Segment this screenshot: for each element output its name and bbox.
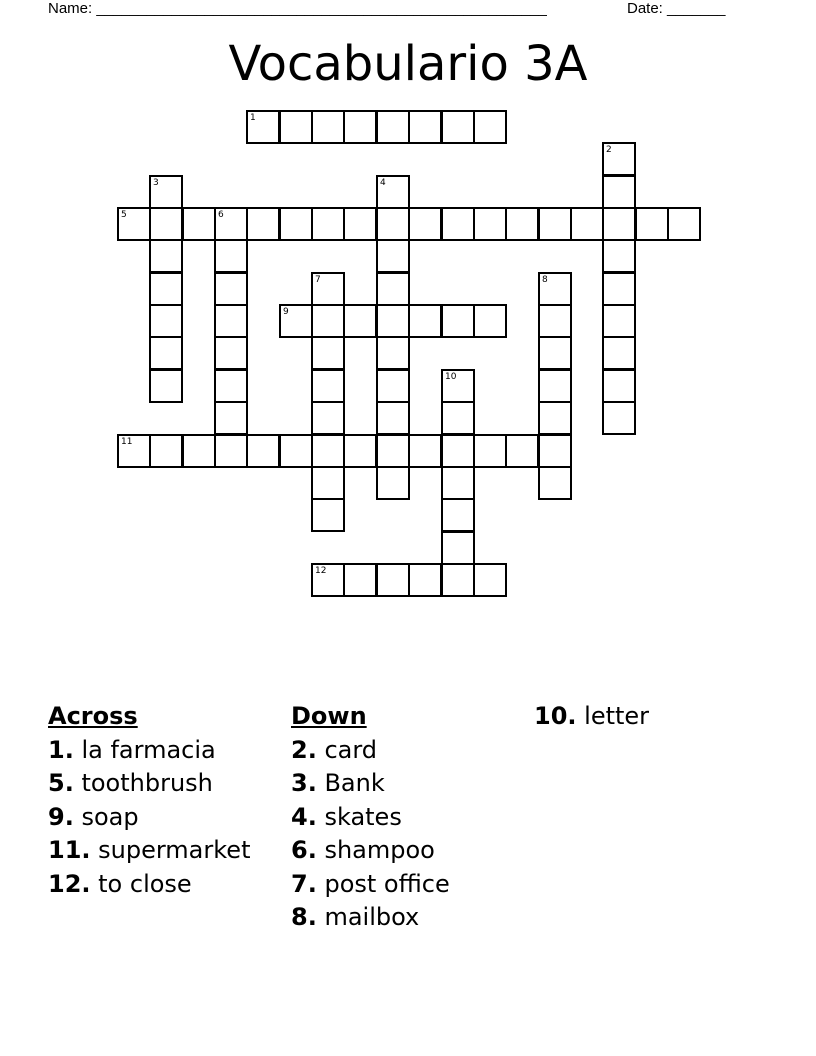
crossword-cell[interactable]: [343, 207, 377, 241]
crossword-cell[interactable]: [149, 272, 183, 306]
clue-item: [48, 801, 250, 835]
crossword-cell[interactable]: [343, 434, 377, 468]
clue-number: 9: [283, 307, 289, 317]
crossword-cell[interactable]: [376, 563, 410, 597]
crossword-cell[interactable]: [441, 401, 475, 435]
crossword-cell[interactable]: [538, 434, 572, 468]
clue-number: 1: [250, 113, 256, 123]
crossword-cell[interactable]: [149, 369, 183, 403]
crossword-cell[interactable]: [149, 304, 183, 338]
crossword-cell[interactable]: [376, 336, 410, 370]
crossword-cell[interactable]: [376, 239, 410, 273]
crossword-cell[interactable]: [538, 369, 572, 403]
crossword-cell[interactable]: [376, 175, 410, 209]
clue-item: [48, 734, 250, 768]
crossword-cell[interactable]: [311, 272, 345, 306]
clue-item: [534, 700, 649, 734]
crossword-cell[interactable]: [343, 110, 377, 144]
crossword-cell[interactable]: [441, 304, 475, 338]
crossword-cell[interactable]: [149, 336, 183, 370]
crossword-cell[interactable]: [602, 369, 636, 403]
crossword-cell[interactable]: [408, 110, 442, 144]
crossword-cell[interactable]: [602, 336, 636, 370]
clue-item-number: 1.: [48, 735, 74, 764]
crossword-cell[interactable]: [376, 466, 410, 500]
crossword-cell[interactable]: [538, 401, 572, 435]
crossword-cell[interactable]: [376, 304, 410, 338]
clue-number: 6: [218, 210, 224, 220]
date-field-label: Date: _______: [627, 0, 726, 17]
crossword-cell[interactable]: [441, 466, 475, 500]
clue-item: [291, 767, 450, 801]
crossword-cell[interactable]: [473, 563, 507, 597]
crossword-cell[interactable]: [473, 110, 507, 144]
clue-item-text: mailbox: [316, 903, 420, 931]
crossword-cell[interactable]: [246, 207, 280, 241]
crossword-cell[interactable]: [343, 304, 377, 338]
crossword-cell[interactable]: [117, 207, 151, 241]
clue-item: [291, 834, 450, 868]
crossword-cell[interactable]: [602, 401, 636, 435]
clue-item-text: toothbrush: [73, 769, 213, 797]
clue-item-number: 10.: [534, 702, 577, 730]
crossword-cell[interactable]: [602, 142, 636, 176]
crossword-cell[interactable]: [441, 207, 475, 241]
clue-item-text: letter: [576, 702, 650, 730]
crossword-cell[interactable]: [570, 207, 604, 241]
crossword-cell[interactable]: [538, 207, 572, 241]
clue-item-number: 7.: [291, 869, 317, 898]
crossword-cell[interactable]: [667, 207, 701, 241]
clue-number: 11: [121, 437, 133, 447]
name-field-label: Name: ______________________________________________________: [48, 0, 547, 17]
clue-number: 5: [121, 210, 127, 220]
crossword-cell[interactable]: [602, 272, 636, 306]
clue-item-text: la farmacia: [73, 735, 216, 764]
crossword-cell[interactable]: [279, 304, 313, 338]
clue-item-number: 8.: [291, 903, 317, 931]
crossword-cell[interactable]: [441, 563, 475, 597]
across-heading: Across: [48, 702, 138, 730]
clue-item-text: post office: [316, 869, 450, 898]
crossword-cell[interactable]: [538, 304, 572, 338]
crossword-cell[interactable]: [311, 304, 345, 338]
crossword-cell[interactable]: [441, 531, 475, 565]
crossword-cell[interactable]: [311, 207, 345, 241]
clue-item-text: soap: [73, 802, 139, 831]
crossword-cell[interactable]: [311, 110, 345, 144]
crossword-cell[interactable]: [279, 207, 313, 241]
clue-number: 2: [606, 145, 612, 155]
clue-item: [48, 834, 250, 868]
crossword-cell[interactable]: [149, 434, 183, 468]
crossword-cell[interactable]: [408, 304, 442, 338]
clue-item: [291, 734, 450, 768]
clue-item-number: 3.: [291, 769, 317, 797]
crossword-cell[interactable]: [311, 498, 345, 532]
down-clues: [291, 700, 450, 935]
crossword-cell[interactable]: [343, 563, 377, 597]
crossword-cell[interactable]: [376, 434, 410, 468]
crossword-cell[interactable]: [473, 434, 507, 468]
crossword-cell[interactable]: [311, 401, 345, 435]
crossword-cell[interactable]: [311, 563, 345, 597]
crossword-cell[interactable]: [376, 110, 410, 144]
crossword-cell[interactable]: [149, 175, 183, 209]
crossword-cell[interactable]: [602, 304, 636, 338]
clue-item-number: 5.: [48, 769, 74, 797]
clue-number: 10: [445, 372, 457, 382]
crossword-cell[interactable]: [149, 239, 183, 273]
crossword-cell[interactable]: [214, 336, 248, 370]
crossword-cell[interactable]: [214, 401, 248, 435]
crossword-cell[interactable]: [602, 175, 636, 209]
crossword-cell[interactable]: [376, 369, 410, 403]
clue-item: [291, 801, 450, 835]
crossword-cell[interactable]: [408, 434, 442, 468]
across-clues: [48, 700, 250, 901]
crossword-cell[interactable]: [311, 466, 345, 500]
crossword-cell[interactable]: [538, 466, 572, 500]
crossword-cell[interactable]: [279, 434, 313, 468]
crossword-cell[interactable]: [538, 272, 572, 306]
crossword-cell[interactable]: [376, 207, 410, 241]
crossword-cell[interactable]: [473, 304, 507, 338]
crossword-cell[interactable]: [441, 434, 475, 468]
crossword-cell[interactable]: [246, 434, 280, 468]
clue-item-number: 9.: [48, 802, 74, 831]
crossword-cell[interactable]: [311, 434, 345, 468]
clue-item-text: supermarket: [90, 836, 251, 864]
clue-number: 7: [315, 275, 321, 285]
clue-item-number: 12.: [48, 869, 91, 898]
clue-item: [48, 868, 250, 902]
clue-item-text: skates: [316, 802, 402, 831]
crossword-cell[interactable]: [441, 110, 475, 144]
crossword-cell[interactable]: [408, 563, 442, 597]
crossword-cell[interactable]: [214, 239, 248, 273]
clue-item-text: Bank: [316, 769, 385, 797]
crossword-cell[interactable]: [408, 207, 442, 241]
clue-item: [291, 868, 450, 902]
crossword-cell[interactable]: [441, 498, 475, 532]
crossword-cell[interactable]: [279, 110, 313, 144]
clue-item-number: 11.: [48, 836, 91, 864]
crossword-cell[interactable]: [505, 207, 539, 241]
crossword-cell[interactable]: [214, 369, 248, 403]
crossword-cell[interactable]: [149, 207, 183, 241]
clue-item: [48, 767, 250, 801]
crossword-cell[interactable]: [214, 272, 248, 306]
clue-number: 8: [542, 275, 548, 285]
clue-item: [291, 901, 450, 935]
crossword-cell[interactable]: [182, 207, 216, 241]
crossword-cell[interactable]: [311, 336, 345, 370]
page-title: Vocabulario 3A: [228, 36, 588, 92]
crossword-cell[interactable]: [376, 401, 410, 435]
crossword-cell[interactable]: [602, 207, 636, 241]
clue-item-number: 6.: [291, 836, 317, 864]
down-clues-continued: [534, 700, 649, 734]
crossword-cell[interactable]: [214, 434, 248, 468]
clue-item-number: 4.: [291, 802, 317, 831]
crossword-cell[interactable]: [602, 239, 636, 273]
clue-number: 3: [153, 178, 159, 188]
crossword-cell[interactable]: [117, 434, 151, 468]
crossword-cell[interactable]: [473, 207, 507, 241]
crossword-cell[interactable]: [441, 369, 475, 403]
down-heading: Down: [291, 702, 367, 730]
clue-item-number: 2.: [291, 735, 317, 764]
crossword-cell[interactable]: [182, 434, 216, 468]
crossword-cell[interactable]: [214, 304, 248, 338]
crossword-cell[interactable]: [246, 110, 280, 144]
clue-item-text: shampoo: [316, 836, 435, 864]
crossword-cell[interactable]: [376, 272, 410, 306]
clue-number: 4: [380, 178, 386, 188]
clue-number: 12: [315, 566, 327, 576]
crossword-cell[interactable]: [311, 369, 345, 403]
crossword-cell[interactable]: [635, 207, 669, 241]
crossword-cell[interactable]: [505, 434, 539, 468]
crossword-cell[interactable]: [214, 207, 248, 241]
crossword-cell[interactable]: [538, 336, 572, 370]
clue-item-text: to close: [90, 869, 192, 898]
clue-item-text: card: [316, 735, 378, 764]
